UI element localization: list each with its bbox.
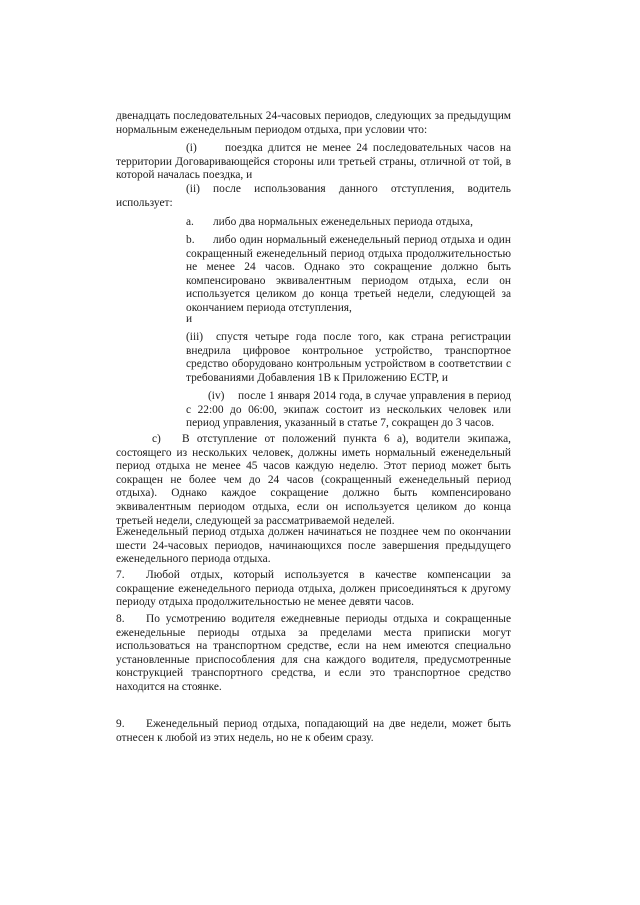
subitem-iii	[186, 331, 511, 385]
subitem-ii-label: (ii)	[186, 183, 200, 195]
subitem-i-label: (i)	[186, 142, 197, 154]
paragraph-8-text: По усмотрению водителя ежедневные периоды отдыха и сокращенные еженедельные периоды отдыха за пределами места приписки могут использоваться на транспортном средстве, если на нем имеются специально установленные приспособления для сна каждого водителя, предусмотренные конструкцией транспортного средства, и если это транспортное средство находится на стоянке.	[116, 613, 511, 693]
paragraph-9-text: Еженедельный период отдыха, попадающий на две недели, может быть отнесен к любой из этих недель, но не к обеим сразу.	[116, 718, 511, 744]
subitem-iv	[186, 390, 511, 431]
paragraph-9	[116, 718, 511, 745]
item-a-text: либо два нормальных еженедельных периода отдыха,	[213, 216, 473, 228]
subitem-i-text: поездка длится не менее 24 последовательных часов на территории Договаривающейся стороны или третьей страны, отличной от той, в которой началась поездка, и	[116, 142, 511, 182]
item-b-text: либо один нормальный еженедельный период отдыха и один сокращенный еженедельный период отдыха продолжительностью не менее 24 часов. Однако это сокращение должно быть компенсировано эквивалентным периодом отдыха, если он используется целиком до конца третьей недели, следующей за окончанием периода отступления,	[186, 234, 511, 314]
item-b	[186, 234, 511, 316]
subitem-i	[116, 142, 511, 183]
weekly-rest-paragraph: Еженедельный период отдыха должен начинаться не позднее чем по окончании шести 24-часовых периодов, начинающихся после завершения предыдущего еженедельного периода отдыха.	[116, 526, 511, 566]
paragraph-7	[116, 569, 511, 610]
paragraph-8-label: 8.	[116, 613, 125, 625]
and-word: и	[186, 313, 193, 325]
paragraph-7-text: Любой отдых, который используется в качестве компенсации за сокращение еженедельного периода отдыха, должен присоединяться к другому периоду отдыха продолжительностью не менее девяти часов.	[116, 569, 511, 609]
point-c	[116, 433, 511, 528]
intro-paragraph: двенадцать последовательных 24-часовых периодов, следующих за предыдущим нормальным еженедельным периодом отдыха, при условии что:	[116, 110, 511, 136]
subitem-iv-text: после 1 января 2014 года, в случае управления в период с 22:00 до 06:00, экипаж состоит из нескольких человек или период управления, указанный в статье 7, сокращен до 3 часов.	[186, 390, 511, 430]
subitem-iii-text: спустя четыре года после того, как страна регистрации внедрила цифровое контрольное устройство, транспортное средство оборудовано контрольным устройством в соответствии с требованиями Добавления 1В к Приложению ЕСТР, и	[186, 331, 511, 384]
subitem-iv-label: (iv)	[208, 390, 225, 402]
subitem-iii-label: (iii)	[186, 331, 204, 343]
paragraph-7-label: 7.	[116, 569, 125, 581]
point-c-text: В отступление от положений пункта 6 а), водители экипажа, состоящего из нескольких человек, должны иметь нормальный еженедельный период отдыха не менее 45 часов каждую неделю. Этот период может быть сокращен не более чем до 24 часов (сокращенный еженедельный период отдыха). Однако каждое сокращение должно быть компенсировано эквивалентным периодом отдыха, если он используется целиком до конца третьей недели, следующей за рассматриваемой неделей.	[116, 433, 511, 527]
subitem-ii-text: после использования данного отступления, водитель использует:	[116, 183, 511, 209]
item-b-label: b.	[186, 234, 195, 246]
item-a-label: a.	[186, 216, 194, 228]
point-c-label: c)	[152, 433, 161, 445]
subitem-ii	[116, 183, 511, 210]
paragraph-8	[116, 613, 511, 695]
paragraph-9-label: 9.	[116, 718, 125, 730]
